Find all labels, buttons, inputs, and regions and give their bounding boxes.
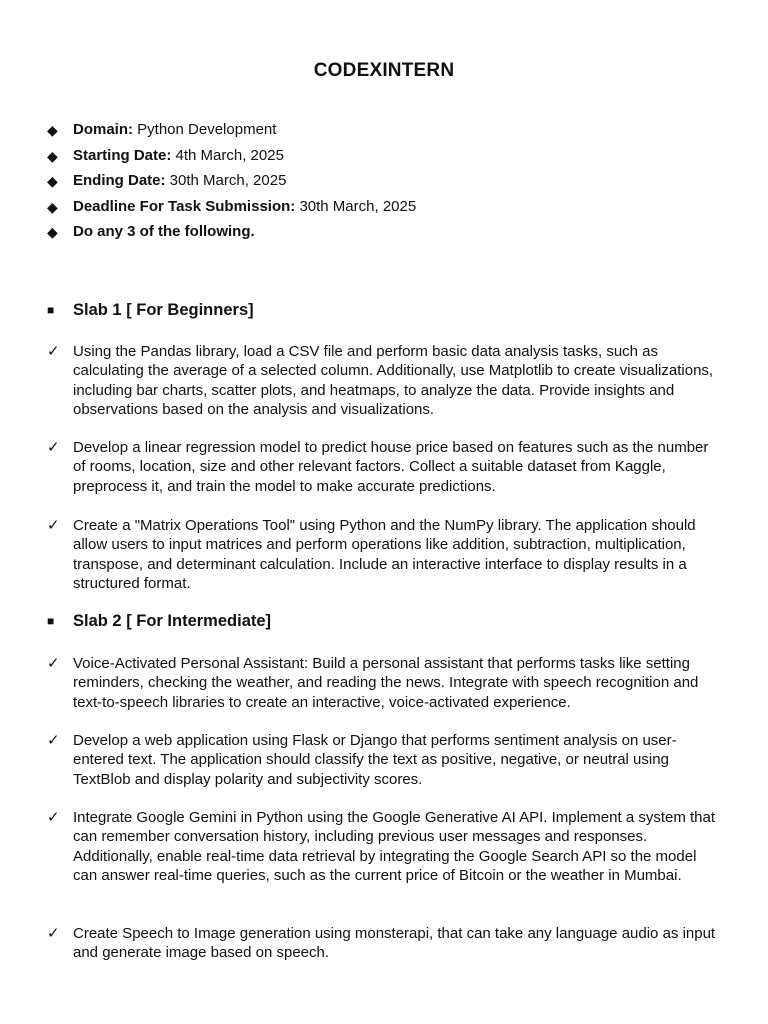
- info-label: Do any 3 of the following.: [73, 223, 255, 240]
- info-label: Domain:: [73, 121, 133, 138]
- checkmark-icon: ✓: [47, 343, 60, 360]
- info-item-domain: [47, 120, 727, 146]
- slab-1-heading: [47, 299, 727, 321]
- task-text: Develop a linear regression model to predict house price based on features such as the number of rooms, location, size and other relevant factors. Collect a suitable dataset from Kaggle, preprocess it, and train the model to make accurate predictions.: [73, 439, 709, 495]
- slab-2-task-1: [47, 654, 717, 712]
- info-item-starting-date: [47, 146, 727, 172]
- diamond-bullet-icon: ◆: [47, 173, 58, 189]
- task-text: Create Speech to Image generation using monsterapi, that can take any language audio as input and generate image based on speech.: [73, 925, 716, 962]
- checkmark-icon: ✓: [47, 439, 60, 456]
- info-list: [47, 120, 727, 248]
- info-label: Starting Date:: [73, 146, 172, 164]
- slab-1-task-2: [47, 438, 717, 496]
- slab-1-task-1: [47, 342, 717, 419]
- task-text: Create a "Matrix Operations Tool" using Python and the NumPy library. The application should allow users to input matrices and perform operations like addition, subtraction, multiplication, transpose, and determinant calculation. Include an interactive interface to display results in a structured format.: [73, 517, 696, 592]
- task-text: Voice-Activated Personal Assistant: Build a personal assistant that performs tasks like setting reminders, checking the weather, and reading the news. Integrate with speech recognition and text-to-speech libraries to create an interactive, voice-activated experience.: [73, 655, 699, 711]
- info-value: 30th March, 2025: [165, 172, 287, 189]
- slab-1-task-3: [47, 516, 717, 593]
- slab-2-task-4: [47, 924, 717, 963]
- checkmark-icon: ✓: [47, 809, 60, 826]
- info-value: 30th March, 2025: [295, 197, 417, 215]
- slab-2-task-3: [47, 808, 717, 885]
- square-bullet-icon: ■: [47, 614, 55, 628]
- task-text: Using the Pandas library, load a CSV file and perform basic data analysis tasks, such as calculating the average of a selected column. Additionally, use Matplotlib to create visualizations, including bar charts, scatter plots, and heatmaps, to analyze the data. Provide insights and observations based on the analysis and visualizations.: [73, 343, 714, 418]
- diamond-bullet-icon: ◆: [47, 122, 58, 138]
- info-label: Deadline For Task Submission:: [73, 197, 296, 215]
- info-value: Python Development: [133, 121, 277, 138]
- checkmark-icon: ✓: [47, 732, 60, 749]
- slab-2-heading: [47, 610, 727, 632]
- checkmark-icon: ✓: [47, 655, 60, 672]
- task-text: Integrate Google Gemini in Python using the Google Generative AI API. Implement a system that can remember conversation history, including previous user messages and responses. Additionally, enable real-time data retrieval by integrating the Google Search API so the model can answer real-time queries, such as the current price of Bitcoin or the weather in Mumbai.: [73, 809, 716, 884]
- slab-2-heading-text: Slab 2 [ For Intermediate]: [73, 612, 272, 630]
- diamond-bullet-icon: ◆: [47, 147, 58, 164]
- checkmark-icon: ✓: [47, 517, 60, 534]
- info-value: 4th March, 2025: [171, 146, 284, 164]
- info-item-deadline: [47, 197, 727, 223]
- page-title: CODEXINTERN: [313, 60, 455, 81]
- info-item-instruction: [47, 222, 727, 248]
- info-label: Ending Date:: [73, 172, 166, 189]
- diamond-bullet-icon: ◆: [47, 224, 58, 240]
- slab-1-heading-text: Slab 1 [ For Beginners]: [73, 301, 254, 319]
- checkmark-icon: ✓: [47, 925, 60, 942]
- diamond-bullet-icon: ◆: [47, 198, 58, 215]
- square-bullet-icon: ■: [47, 303, 55, 317]
- slab-2-task-2: [47, 731, 717, 789]
- info-item-ending-date: [47, 171, 727, 197]
- task-text: Develop a web application using Flask or Django that performs sentiment analysis on user-entered text. The application should classify the text as positive, negative, or neutral using TextBlob and display polarity and subjectivity scores.: [73, 732, 677, 788]
